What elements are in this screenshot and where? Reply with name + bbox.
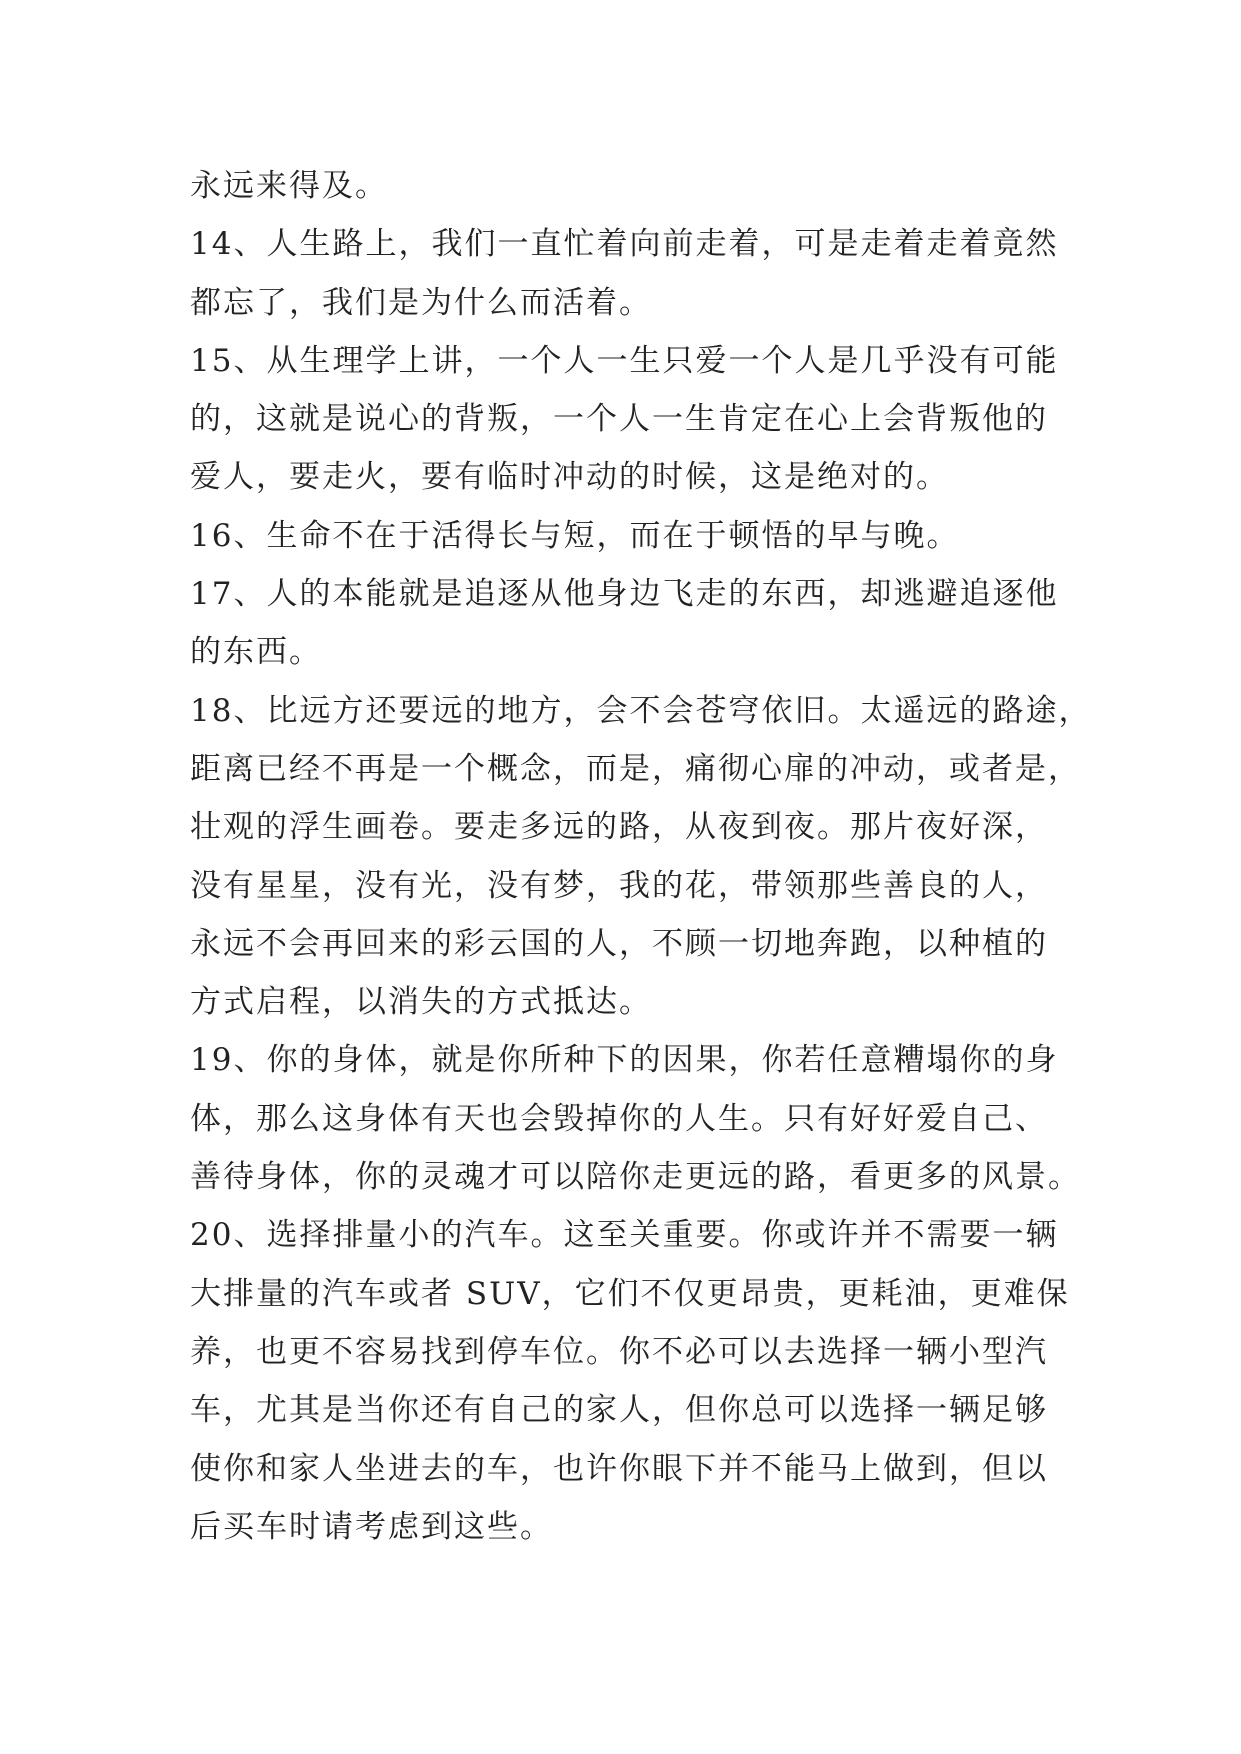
text-line: 爱人，要走火，要有临时冲动的时候，这是绝对的。 [190,459,949,496]
text-line: 壮观的浮生画卷。要走多远的路，从夜到夜。那片夜好深， [190,809,1048,846]
text-line: 永远来得及。 [190,168,388,204]
text-line: 养，也更不容易找到停车位。你不必可以去选择一辆小型汽 [190,1333,1048,1370]
text-line: 善待身体，你的灵魂才可以陪你走更远的路，看更多的风景。 [190,1159,1081,1196]
text-line: 15、从生理学上讲，一个人一生只爱一个人是几乎没有可能 [190,342,1059,379]
text-line: 车，尤其是当你还有自己的家人，但你总可以选择一辆足够 [190,1392,1048,1429]
text-line: 永远不会再回来的彩云国的人，不顾一切地奔跑，以种植的 [190,925,1048,962]
text-line: 没有星星，没有光，没有梦，我的花，带领那些善良的人， [190,867,1048,904]
text-line: 20、选择排量小的汽车。这至关重要。你或许并不需要一辆 [190,1217,1059,1254]
body-text [190,157,1092,1556]
text-line: 的东西。 [190,634,322,671]
text-line: 18、比远方还要远的地方，会不会苍穹依旧。太遥远的路途， [190,692,1092,729]
text-line: 体，那么这身体有天也会毁掉你的人生。只有好好爱自己、 [190,1100,1048,1137]
text-line: 的，这就是说心的背叛，一个人一生肯定在心上会背叛他的 [190,401,1048,438]
text-line: 14、人生路上，我们一直忙着向前走着，可是走着走着竟然 [190,226,1059,263]
text-line: 都忘了，我们是为什么而活着。 [190,284,652,321]
text-line: 19、你的身体，就是你所种下的因果，你若任意糟塌你的身 [190,1042,1059,1079]
text-line: 17、人的本能就是追逐从他身边飞走的东西，却逃避追逐他 [190,576,1059,613]
text-line: 方式启程，以消失的方式抵达。 [190,984,652,1021]
text-line: 16、生命不在于活得长与短，而在于顿悟的早与晚。 [190,517,960,554]
text-line: 使你和家人坐进去的车，也许你眼下并不能马上做到，但以 [190,1450,1048,1487]
text-line: 后买车时请考虑到这些。 [190,1508,553,1545]
text-line: 大排量的汽车或者 SUV，它们不仅更昂贵，更耗油，更难保 [190,1275,1070,1312]
text-line: 距离已经不再是一个概念，而是，痛彻心扉的冲动，或者是， [190,750,1081,787]
